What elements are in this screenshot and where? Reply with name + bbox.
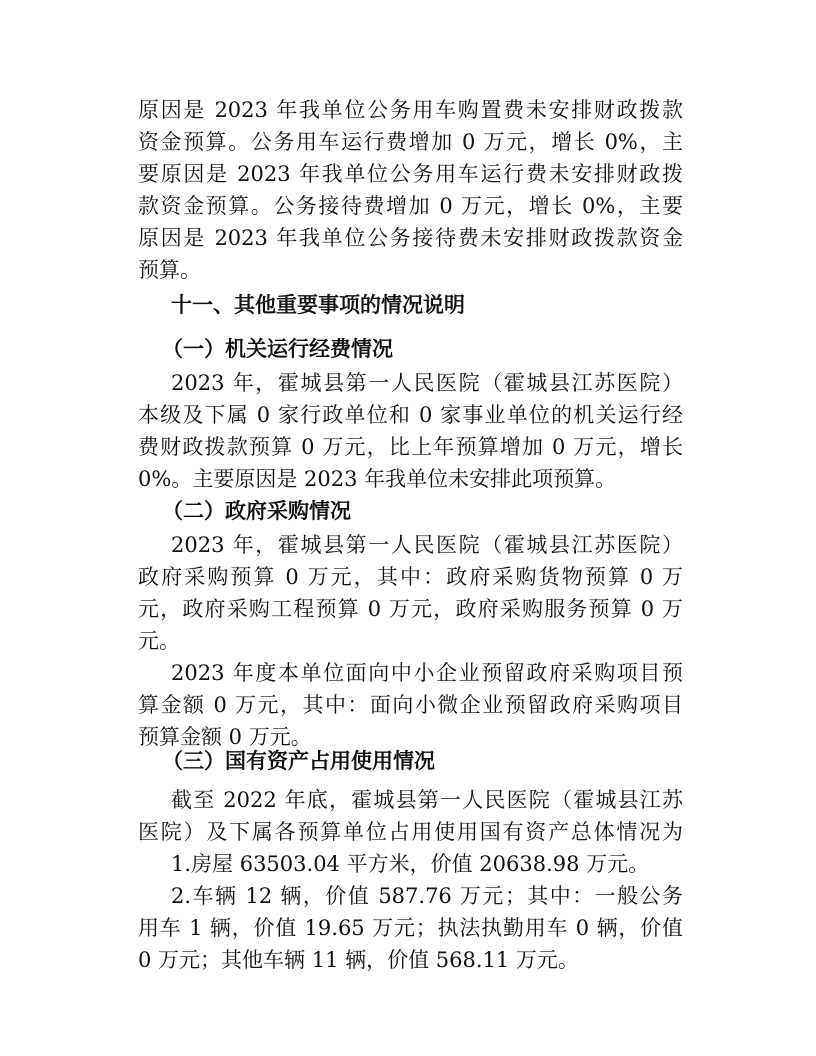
body-line: 预算金额 0 万元。 — [138, 725, 312, 749]
body-line: 0 万元；其他车辆 11 辆，价值 568.11 万元。 — [138, 948, 579, 972]
body-line: 截至 2022 年底，霍城县第一人民医院（霍城县江苏 — [171, 788, 683, 812]
body-line: 用车 1 辆，价值 19.65 万元；执法执勤用车 0 辆，价值 — [138, 916, 683, 940]
body-line: 费财政拨款预算 0 万元，比上年预算增加 0 万元，增长 — [138, 435, 683, 459]
body-line: 2023 年度本单位面向中小企业预留政府采购项目预 — [171, 661, 683, 685]
body-line: 本级及下属 0 家行政单位和 0 家事业单位的机关运行经 — [138, 403, 683, 427]
body-line: 原因是 2023 年我单位公务接待费未安排财政拨款资金 — [138, 226, 683, 250]
body-line: 算金额 0 万元，其中：面向小微企业预留政府采购项目 — [138, 693, 683, 717]
body-line: 要原因是 2023 年我单位公务用车运行费未安排财政拨 — [138, 162, 683, 186]
body-line: 医院）及下属各预算单位占用使用国有资产总体情况为 — [138, 820, 683, 844]
body-line: 1.房屋 63503.04 平方米，价值 20638.98 万元。 — [171, 852, 650, 876]
body-line: 元。 — [138, 629, 180, 653]
body-line: 元，政府采购工程预算 0 万元，政府采购服务预算 0 万 — [138, 597, 683, 621]
body-line: 2.车辆 12 辆，价值 587.76 万元；其中：一般公务 — [171, 884, 683, 908]
body-line: 预算。 — [138, 258, 201, 282]
body-line: 资金预算。公务用车运行费增加 0 万元，增长 0%，主 — [138, 130, 683, 154]
body-line: 2023 年，霍城县第一人民医院（霍城县江苏医院） — [171, 533, 683, 557]
body-line: 政府采购预算 0 万元，其中：政府采购货物预算 0 万 — [138, 565, 683, 589]
body-line: 款资金预算。公务接待费增加 0 万元，增长 0%，主要 — [138, 194, 683, 218]
body-line: 0%。主要原因是 2023 年我单位未安排此项预算。 — [138, 467, 617, 491]
body-line: 原因是 2023 年我单位公务用车购置费未安排财政拨款 — [138, 98, 683, 122]
subsection-heading-3: （三）国有资产占用使用情况 — [162, 749, 435, 773]
section-heading: 十一、其他重要事项的情况说明 — [171, 293, 465, 317]
body-line: 2023 年，霍城县第一人民医院（霍城县江苏医院） — [171, 371, 683, 395]
subsection-heading-2: （二）政府采购情况 — [162, 499, 351, 523]
subsection-heading-1: （一）机关运行经费情况 — [162, 337, 393, 361]
